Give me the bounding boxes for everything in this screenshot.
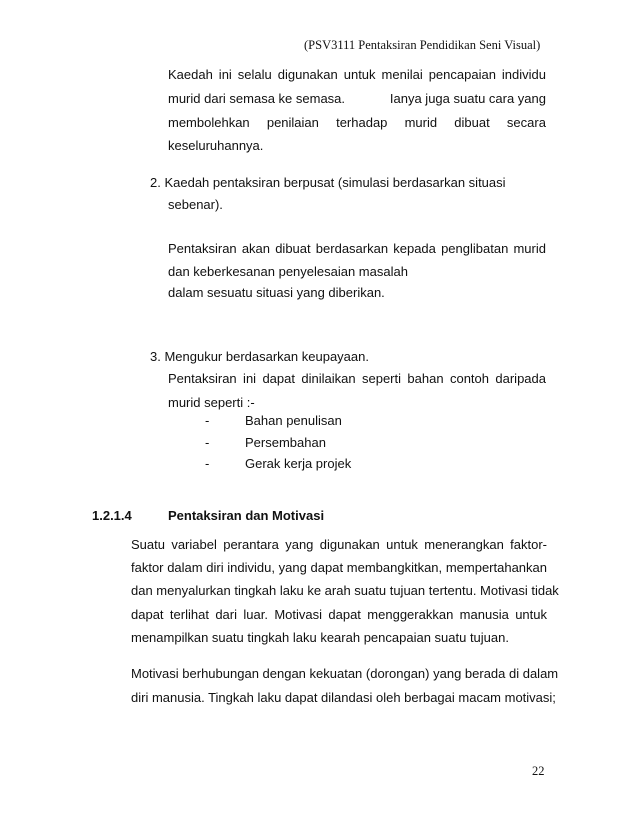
paragraph-line [131, 583, 559, 599]
list-item-title: 2. Kaedah pentaksiran berpusat (simulasi berdasarkan situasi [150, 175, 506, 190]
word: membolehkan [168, 115, 250, 130]
paragraph-line: menampilkan suatu tingkah laku kearah pencapaian suatu tujuan. [131, 630, 509, 645]
paragraph-line [131, 607, 547, 623]
text-span: dan menyalurkan tingkah laku ke arah suatu tujuan tertentu. Motivasi tidak [131, 583, 559, 598]
page-number: 22 [532, 764, 545, 778]
word: penilaian [266, 115, 319, 130]
paragraph-line: murid seperti :- [168, 395, 255, 410]
text-span: Pentaksiran ini dapat dinilaikan seperti bahan contoh daripada [168, 371, 546, 386]
paragraph-line [131, 666, 559, 682]
bullet-dash: - [205, 435, 210, 450]
text-span: murid dari semasa ke semasa. [168, 91, 346, 106]
paragraph-line [131, 560, 547, 576]
text-span: dapat terlihat dari luar. Motivasi dapat menggerakkan manusia untuk [131, 607, 547, 622]
paragraph-line [168, 241, 546, 257]
text-span: Motivasi berhubungan dengan kekuatan (dorongan) yang berada di dalam [131, 666, 559, 681]
paragraph-line: diri manusia. Tingkah laku dapat dilandasi oleh berbagai macam motivasi; [131, 690, 556, 705]
section-title: Pentaksiran dan Motivasi [168, 508, 325, 523]
bullet-dash: - [205, 456, 210, 471]
text-span: Kaedah ini selalu digunakan untuk menilai pencapaian individu [168, 67, 546, 82]
page-header: (PSV3111 Pentaksiran Pendidikan Seni Visual) [304, 38, 541, 52]
section-number: 1.2.1.4 [92, 508, 132, 523]
bullet-text: Persembahan [245, 435, 326, 450]
bullet-text: Bahan penulisan [245, 413, 342, 428]
word: secara [506, 115, 546, 130]
paragraph-line [131, 537, 547, 553]
text-span: Ianya juga suatu cara yang [389, 91, 546, 106]
list-item-title: 3. Mengukur berdasarkan keupayaan. [150, 349, 369, 364]
text-span: Suatu variabel perantara yang digunakan untuk menerangkan faktor- [131, 537, 547, 552]
paragraph-line: dan keberkesanan penyelesaian masalah [168, 264, 408, 279]
word: murid [404, 115, 438, 130]
bullet-text: Gerak kerja projek [245, 456, 352, 471]
paragraph-line [168, 67, 546, 83]
text-span: faktor dalam diri individu, yang dapat membangkitkan, mempertahankan [131, 560, 547, 575]
word: dibuat [454, 115, 490, 130]
paragraph-line [168, 371, 546, 387]
word: terhadap [336, 115, 388, 130]
bullet-dash: - [205, 413, 210, 428]
paragraph-line: keseluruhannya. [168, 138, 264, 153]
paragraph-line [168, 91, 546, 107]
list-item-title: sebenar). [168, 197, 223, 212]
paragraph-line [168, 115, 546, 131]
paragraph-line: dalam sesuatu situasi yang diberikan. [168, 285, 385, 300]
text-span: Pentaksiran akan dibuat berdasarkan kepada penglibatan murid [168, 241, 546, 256]
